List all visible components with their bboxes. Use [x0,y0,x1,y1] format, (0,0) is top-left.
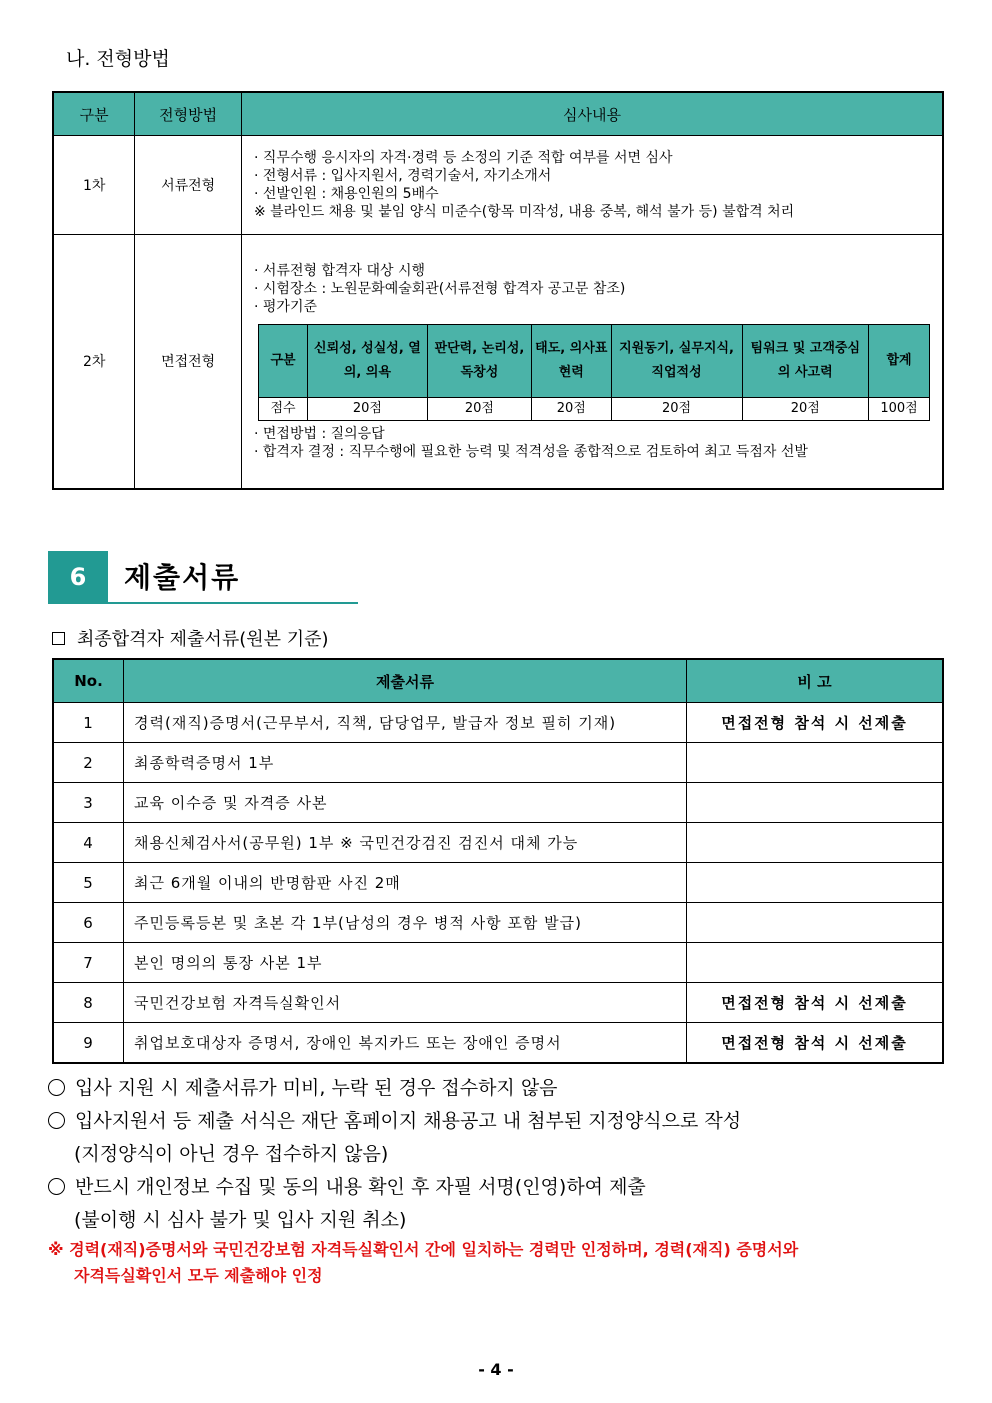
page-number: - 4 - [478,1360,514,1379]
row-document: 교육 이수증 및 자격증 사본 [124,783,687,823]
section-title: 제출서류 [124,561,241,594]
eval-score: 20점 [427,397,531,420]
table-row [53,703,943,743]
table-row [53,983,943,1023]
table-header-row [53,659,943,703]
row-note [687,743,944,783]
note-item [48,1073,558,1100]
warning-line: ※ 경력(재직)증명서와 국민건강보험 자격득실확인서 간에 일치하는 경력만 인정하며, 경력(재직) 증명서와 [48,1240,799,1259]
table-row [53,783,943,823]
stage-cell: 1차 [53,136,135,235]
section-underline [48,602,358,604]
header-no: No. [53,659,124,703]
circle-bullet-icon [48,1178,65,1195]
content-line: · 전형서류 : 입사지원서, 경력기술서, 자기소개서 [254,168,552,184]
table-row [53,823,943,863]
header-category: 구분 [53,92,135,136]
header-content: 심사내용 [242,92,944,136]
header-note: 비 고 [687,659,944,703]
eval-header-row [259,324,930,397]
checkbox-item [52,625,329,651]
note-subtext: (지정양식이 아닌 경우 접수하지 않음) [74,1143,389,1165]
table-row [53,943,943,983]
row-document: 경력(재직)증명서(근무부서, 직책, 담당업무, 발급자 정보 필히 기재) [124,703,687,743]
documents-table [52,658,944,1064]
row-no: 9 [53,1023,124,1064]
content-line: · 선발인원 : 채용인원의 5배수 [254,186,439,202]
row-document: 취업보호대상자 증명서, 장애인 복지카드 또는 장애인 증명서 [124,1023,687,1064]
eval-score: 100점 [869,397,930,420]
eval-score-row [259,397,930,420]
row-no: 4 [53,823,124,863]
row-note [687,783,944,823]
eval-header: 지원동기, 실무지식, 직업적성 [611,324,742,397]
warning-line: 자격득실확인서 모두 제출해야 인정 [74,1266,323,1285]
table-row [53,743,943,783]
row-no: 1 [53,703,124,743]
table-row [53,1023,943,1064]
row-note [687,863,944,903]
eval-score: 20점 [742,397,868,420]
content-line: ※ 블라인드 채용 및 붙임 양식 미준수(항목 미작성, 내용 중복, 해석 불가 등) 불합격 처리 [254,204,795,220]
note-item [48,1172,646,1199]
method-cell: 서류전형 [135,136,242,235]
selection-method-table [52,91,944,490]
row-note [687,943,944,983]
eval-score: 20점 [611,397,742,420]
note-text: 입사지원서 등 제출 서식은 재단 홈페이지 채용공고 내 첨부된 지정양식으로 작성 [75,1110,742,1132]
method-cell: 면접전형 [135,235,242,489]
content-line: · 서류전형 합격자 대상 시행 [254,262,426,279]
row-no: 6 [53,903,124,943]
eval-header: 판단력, 논리성, 독창성 [427,324,531,397]
row-document: 주민등록등본 및 초본 각 1부(남성의 경우 병적 사항 포함 발급) [124,903,687,943]
row-no: 8 [53,983,124,1023]
row-document: 채용신체검사서(공무원) 1부 ※ 국민건강검진 검진서 대체 가능 [124,823,687,863]
note-item [48,1106,741,1133]
content-line: · 합격자 결정 : 직무수행에 필요한 능력 및 적격성을 종합적으로 검토하여 최고 득점자 선발 [254,443,808,460]
evaluation-criteria-table [258,324,930,421]
stage-cell: 2차 [53,235,135,489]
header-document: 제출서류 [124,659,687,703]
eval-score: 점수 [259,397,308,420]
eval-score: 20점 [532,397,611,420]
circle-bullet-icon [48,1112,65,1129]
row-no: 2 [53,743,124,783]
note-subtext: (불이행 시 심사 불가 및 입사 지원 취소) [74,1209,407,1231]
row-note: 면접전형 참석 시 선제출 [687,983,944,1023]
checkbox-label: 최종합격자 제출서류(원본 기준) [77,629,329,650]
checkbox-icon [52,632,65,645]
section-heading: 나. 전형방법 [66,48,170,70]
row-no: 3 [53,783,124,823]
content-line: · 면접방법 : 질의응답 [254,425,385,442]
table-row [53,136,943,235]
header-method: 전형방법 [135,92,242,136]
eval-header: 구분 [259,324,308,397]
content-cell [242,136,944,235]
table-row [53,903,943,943]
content-line: · 시험장소 : 노원문화예술회관(서류전형 합격자 공고문 참조) [254,280,626,297]
row-no: 7 [53,943,124,983]
row-document: 국민건강보험 자격득실확인서 [124,983,687,1023]
section-number-badge: 6 [48,551,108,603]
table-header-row [53,92,943,136]
row-document: 최근 6개월 이내의 반명함판 사진 2매 [124,863,687,903]
table-row [53,235,943,489]
row-note [687,903,944,943]
note-text: 입사 지원 시 제출서류가 미비, 누락 된 경우 접수하지 않음 [75,1077,558,1099]
row-document: 최종학력증명서 1부 [124,743,687,783]
content-cell [242,235,944,489]
circle-bullet-icon [48,1079,65,1096]
row-document: 본인 명의의 통장 사본 1부 [124,943,687,983]
row-note: 면접전형 참석 시 선제출 [687,1023,944,1064]
row-note: 면접전형 참석 시 선제출 [687,703,944,743]
eval-header: 합계 [869,324,930,397]
table-row [53,863,943,903]
eval-header: 팀워크 및 고객중심의 사고력 [742,324,868,397]
eval-header: 태도, 의사표현력 [532,324,611,397]
eval-header: 신뢰성, 성실성, 열의, 의욕 [308,324,428,397]
row-note [687,823,944,863]
row-no: 5 [53,863,124,903]
note-text: 반드시 개인정보 수집 및 동의 내용 확인 후 자필 서명(인영)하여 제출 [75,1176,646,1198]
eval-score: 20점 [308,397,428,420]
content-line: · 직무수행 응시자의 자격·경력 등 소정의 기준 적합 여부를 서면 심사 [254,150,673,166]
content-line: · 평가기준 [254,298,317,315]
